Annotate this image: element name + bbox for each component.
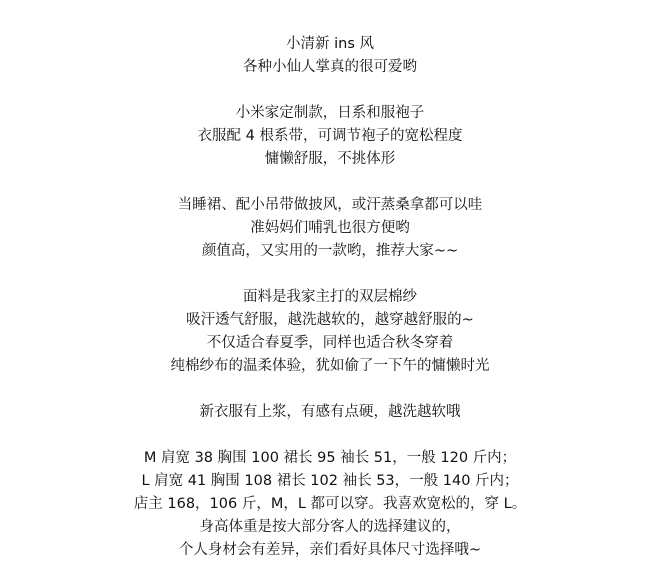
text-line: 不仅适合春夏季，同样也适合秋冬穿着 [206, 335, 454, 351]
text-line: 小清新 ins 风 [286, 36, 374, 52]
paragraph-spacer [0, 378, 660, 401]
text-line: 身高体重是按大部分客人的选择建议的， [199, 519, 461, 535]
text-line: 衣服配 4 根系带，可调节袍子的宽松程度 [197, 128, 463, 144]
paragraph-spacer [0, 171, 660, 194]
text-line: 新衣服有上浆，有感有点硬，越洗越软哦 [199, 404, 461, 420]
paragraph-design [0, 102, 660, 171]
paragraph-sizing [0, 447, 660, 562]
text-line: 吸汗透气舒服，越洗越软的，越穿越舒服的~ [186, 312, 474, 328]
paragraph-spacer [0, 79, 660, 102]
text-line: 各种小仙人掌真的很可爱哟 [243, 59, 417, 75]
paragraph-spacer [0, 424, 660, 447]
size-line-m: M 肩宽 38 胸围 100 裙长 95 袖长 51，一般 120 斤内； [143, 450, 517, 466]
text-line: 小米家定制款，日系和服袍子 [235, 105, 425, 121]
paragraph-intro [0, 33, 660, 79]
size-line-l: L 肩宽 41 胸围 108 裙长 102 袖长 53，一般 140 斤内； [141, 473, 519, 489]
paragraph-care-note [0, 401, 660, 424]
text-line: 准妈妈们哺乳也很方便哟 [250, 220, 410, 236]
text-line: 纯棉纱布的温柔体验，犹如偷了一下午的慵懒时光 [170, 358, 490, 374]
text-line: 颜值高，又实用的一款哟，推荐大家~~ [201, 243, 459, 259]
product-description [0, 33, 660, 562]
text-line: 个人身材会有差异，亲们看好具体尺寸选择哦~ [178, 542, 482, 558]
text-line: 店主 168，106 斤，M，L 都可以穿。我喜欢宽松的，穿 L。 [133, 496, 527, 512]
text-line: 面料是我家主打的双层棉纱 [243, 289, 417, 305]
text-line: 慵懒舒服，不挑体形 [264, 151, 396, 167]
paragraph-usage [0, 194, 660, 263]
paragraph-fabric [0, 286, 660, 378]
text-line: 当睡裙、配小吊带做披风，或汗蒸桑拿都可以哇 [177, 197, 483, 213]
paragraph-spacer [0, 263, 660, 286]
